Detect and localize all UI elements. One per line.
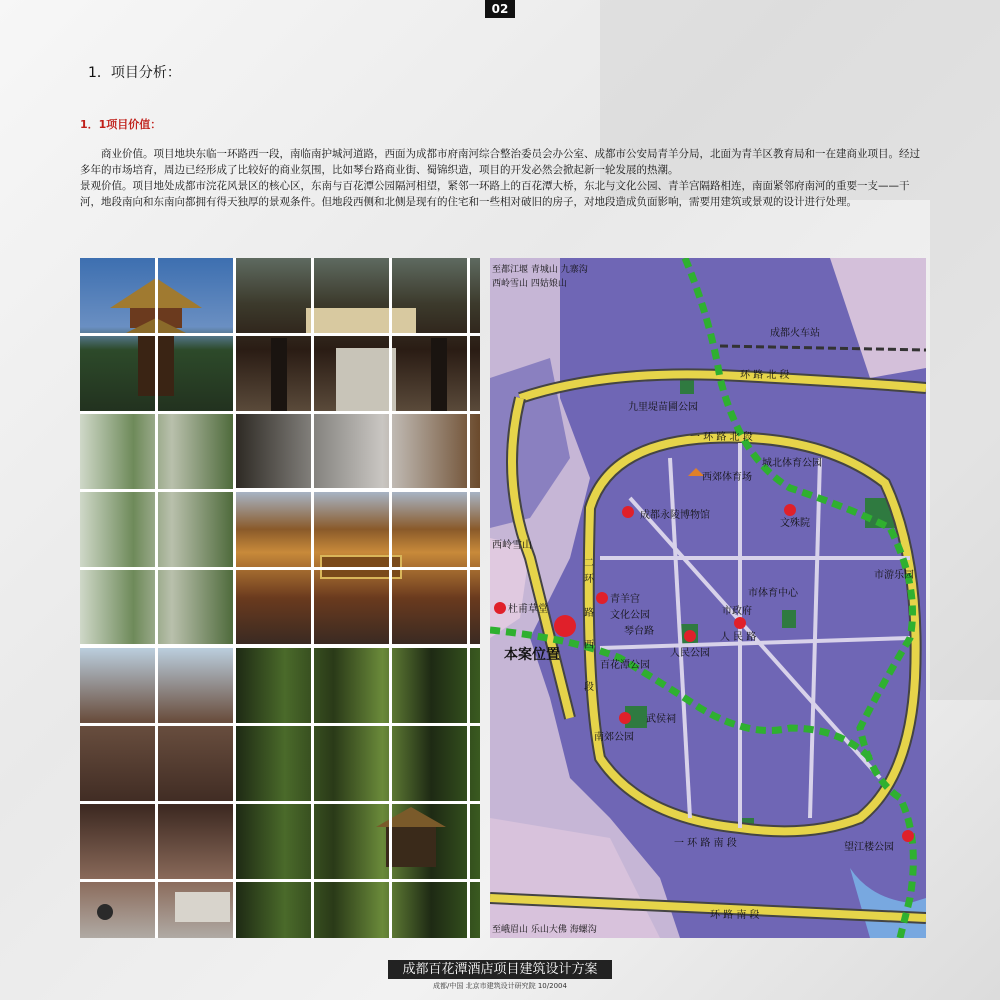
map-label-jiulidi: 九里堤苗圃公园 [628, 402, 698, 413]
pavilion-photo [80, 258, 233, 411]
map-label-wangjiang: 望江楼公园 [844, 842, 894, 853]
map-label-city-gov: 市政府 [722, 606, 752, 617]
map-label-wenshuyuan: 文殊院 [780, 518, 810, 529]
map-label-ring1-west-a: 环 [584, 574, 594, 585]
paragraph-commercial: 商业价值。项目地块东临一环路西一段，南临南护城河道路，西面为成都市府南河综合整治委员会办公室、成都市公安局青羊分局，北面为青羊区教育局和一在建商业项目。经过多年的市场培育，周边已经形成了比较好的商业氛围，比如琴台路商业街、蜀锦织造，项目的开发必然会掀起新一轮发展的热潮。 [80, 148, 920, 176]
map-label-bottom-left-road: 至峨眉山 乐山大佛 海螺沟 [492, 925, 597, 935]
footer-title: 成都百花潭酒店项目建筑设计方案 [388, 960, 612, 979]
pavilion-graphic [80, 258, 233, 411]
temple-eaves-photo [236, 491, 480, 644]
map-label-ring1-west-d: 段 [584, 682, 594, 693]
map-label-ring2-north: 环 路 北 段 [740, 370, 790, 381]
map-label-xiling: 西岭雪山 [492, 540, 532, 551]
roof-details-photo [236, 414, 480, 488]
section-heading: 1．项目分析： [88, 65, 181, 81]
gate-photo [236, 258, 480, 411]
map-label-city-stadium: 市体育中心 [748, 588, 798, 599]
map-label-ring1-west-c: 西 [584, 640, 594, 651]
map-label-railway-station: 成都火车站 [770, 328, 820, 339]
footer-subtitle: 成都/中国 北京市建筑设计研究院 10/2004 [433, 982, 567, 990]
bamboo-building-photo [80, 414, 233, 644]
gate-graphic [236, 258, 480, 411]
map-label-dufu: 杜甫草堂 [508, 604, 548, 615]
map-label-xijiao-stadium: 西郊体育场 [702, 472, 752, 483]
photo-collage [80, 258, 480, 938]
map-label-ring1-west-b: 路 [584, 608, 594, 619]
city-map [490, 258, 926, 938]
map-label-people-park: 人民公园 [670, 648, 710, 659]
map-label-qingyang: 青羊宫 [610, 594, 640, 605]
subsection-heading: 1．1项目价值： [80, 118, 162, 131]
background-shape [930, 200, 1000, 700]
map-label-chengbei-stadium: 城北体育公园 [762, 458, 822, 469]
page-number: 02 [485, 0, 515, 18]
temple-sign-graphic [236, 491, 480, 644]
bamboo-forest-photo [236, 647, 480, 938]
street-graphic [80, 647, 233, 938]
map-label-ring2-south: 环 路 南 段 [710, 910, 760, 921]
map-label-qintai: 琴台路 [624, 626, 654, 637]
map-label-ring1-north: 一 环 路 北 段 [690, 432, 753, 443]
body-text [80, 146, 926, 210]
map-label-top-left-road: 至都江堰 青城山 九寨沟 [492, 265, 588, 275]
map-label-yongling: 成都永陵博物馆 [640, 510, 710, 521]
map-label-baihuatan: 百花潭公园 [600, 660, 650, 671]
map-label-top-left-road-2: 西岭雪山 四姑娘山 [492, 279, 567, 289]
map-label-culture-park: 文化公园 [610, 610, 650, 621]
map-label-ring1-west-e: 二 [584, 558, 594, 569]
map-label-wuhou: 武侯祠 [646, 714, 676, 725]
paragraph-landscape: 景观价值。项目地处成都市浣花风景区的核心区，东南与百花潭公园隔河相望，紧邻一环路上的百花潭大桥，东北与文化公园、青羊宫隔路相连，南面紧邻府南河的重要一支——干河，地段南向和东南向都拥有得天独厚的景观条件。但地段西侧和北侧是现有的住宅和一些相对破旧的房子，对地段造成负面影响，需要用建筑或景观的设计进行处理。 [80, 180, 910, 208]
map-label-nanjiao: 南郊公园 [594, 732, 634, 743]
bamboo-pavilion-graphic [236, 647, 480, 938]
map-label-site: 本案位置 [504, 647, 560, 663]
map-label-renmin-road: 人 民 路 [720, 632, 757, 643]
traditional-street-photo [80, 647, 233, 938]
map-label-amusement: 市游乐园 [874, 570, 914, 581]
map-label-ring1-south: 一 环 路 南 段 [674, 838, 737, 849]
